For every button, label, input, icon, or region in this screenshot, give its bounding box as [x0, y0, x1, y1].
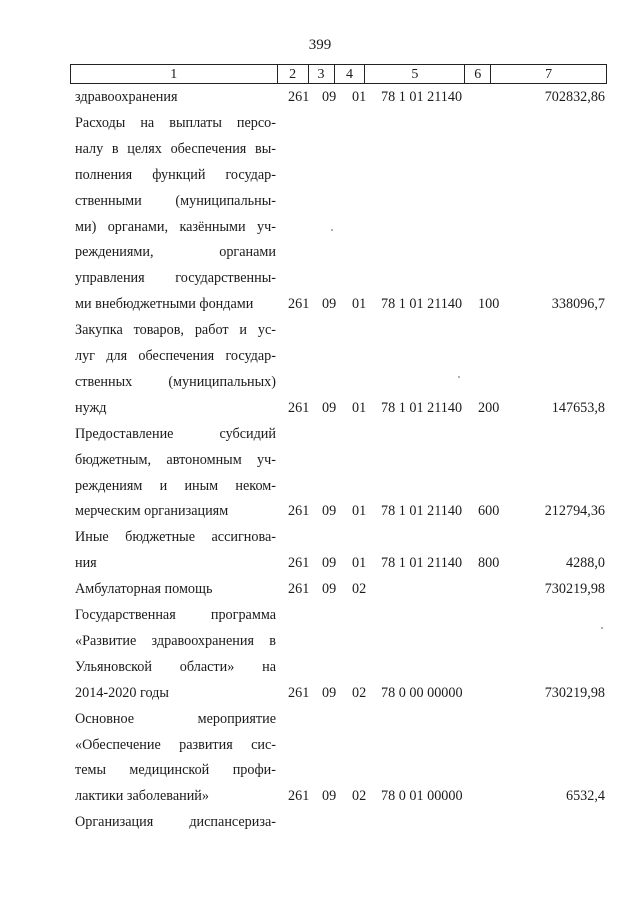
table-row — [0, 265, 640, 291]
row-description: мерческим организациям — [75, 503, 229, 520]
row-description: «Развитие здравоохранения в — [75, 632, 276, 649]
row-description: управления государственны- — [75, 270, 276, 287]
cell-col-5: 78 1 01 21140 — [381, 399, 463, 416]
table-row — [0, 395, 640, 421]
row-description: ми) органами, казёнными уч- — [75, 218, 276, 235]
table-row — [0, 783, 640, 809]
cell-col-7: 730219,98 — [544, 581, 605, 598]
cell-col-4: 01 — [352, 399, 367, 416]
cell-col-5: 78 1 01 21140 — [381, 503, 463, 520]
cell-col-7: 212794,36 — [544, 503, 605, 520]
table-row — [0, 317, 640, 343]
cell-col-7: 4288,0 — [565, 555, 605, 572]
cell-col-6: 800 — [478, 555, 500, 572]
table-row — [0, 732, 640, 758]
table-row — [0, 447, 640, 473]
cell-col-4: 01 — [352, 89, 367, 105]
table-row — [0, 214, 640, 240]
table-row — [0, 576, 640, 602]
cell-col-6: 200 — [478, 399, 500, 416]
cell-col-4: 01 — [352, 296, 367, 313]
page-number: 399 — [308, 37, 332, 53]
cell-col-4: 01 — [352, 503, 367, 520]
table-row — [0, 291, 640, 317]
cell-col-3: 09 — [322, 555, 337, 572]
cell-col-7: 6532,4 — [565, 788, 605, 805]
cell-col-5: 78 0 00 00000 — [381, 684, 463, 701]
cell-col-2: 261 — [288, 555, 310, 572]
cell-col-6: 100 — [478, 296, 500, 313]
row-description: Закупка товаров, работ и ус- — [75, 322, 276, 339]
cell-col-3: 09 — [322, 503, 337, 520]
row-description: Государственная программа — [75, 607, 276, 623]
table-row — [0, 84, 640, 110]
row-description: ственными (муниципальны- — [75, 192, 276, 209]
cell-col-6: 600 — [478, 503, 500, 520]
table-row — [0, 524, 640, 550]
scan-speck — [601, 627, 603, 629]
cell-col-7: 730219,98 — [544, 684, 605, 701]
row-description: Расходы на выплаты персо- — [75, 114, 276, 131]
cell-col-2: 261 — [288, 581, 310, 598]
scan-speck — [458, 376, 460, 378]
cell-col-2: 261 — [288, 89, 310, 105]
cell-col-4: 01 — [352, 555, 367, 572]
cell-col-3: 09 — [322, 399, 337, 416]
row-description: Ульяновской области» на — [75, 658, 276, 675]
header-col-5: 5 — [365, 65, 465, 83]
table-row — [0, 421, 640, 447]
row-description: луг для обеспечения государ- — [75, 348, 276, 364]
cell-col-3: 09 — [322, 89, 337, 105]
row-description: ния — [75, 555, 97, 572]
cell-col-2: 261 — [288, 296, 310, 313]
table-row — [0, 110, 640, 136]
row-description: Иные бюджетные ассигнова- — [75, 529, 276, 546]
table-row — [0, 680, 640, 706]
table-row — [0, 239, 640, 265]
row-description: нужд — [75, 399, 107, 416]
cell-col-5: 78 1 01 21140 — [381, 296, 463, 313]
row-description: ми внебюджетными фондами — [75, 296, 254, 313]
header-col-4: 4 — [335, 65, 366, 83]
table-row — [0, 628, 640, 654]
table-row — [0, 809, 640, 835]
row-description: 2014-2020 годы — [75, 684, 169, 701]
cell-col-7: 702832,86 — [544, 89, 605, 105]
cell-col-4: 02 — [352, 788, 367, 805]
cell-col-2: 261 — [288, 503, 310, 520]
table-row — [0, 498, 640, 524]
table-row — [0, 602, 640, 628]
table-row — [0, 473, 640, 499]
table-header — [70, 64, 607, 84]
row-description: «Обеспечение развития сис- — [75, 736, 276, 753]
row-description: лактики заболеваний» — [75, 788, 209, 805]
header-col-7: 7 — [491, 65, 607, 83]
cell-col-4: 02 — [352, 684, 367, 701]
cell-col-5: 78 1 01 21140 — [381, 89, 463, 105]
row-description: налу в целях обеспечения вы- — [75, 140, 276, 157]
row-description: реждениям и иным неком- — [75, 477, 276, 494]
header-col-2: 2 — [278, 65, 309, 83]
table-row — [0, 757, 640, 783]
row-description: реждениями, органами — [75, 244, 276, 261]
cell-col-3: 09 — [322, 296, 337, 313]
header-col-1: 1 — [71, 65, 278, 83]
header-col-6: 6 — [465, 65, 491, 83]
row-description: ственных (муниципальных) — [75, 373, 276, 390]
table-row — [0, 136, 640, 162]
cell-col-4: 02 — [352, 581, 367, 598]
cell-col-2: 261 — [288, 399, 310, 416]
header-col-3: 3 — [309, 65, 335, 83]
cell-col-3: 09 — [322, 581, 337, 598]
cell-col-2: 261 — [288, 788, 310, 805]
row-description: бюджетным, автономным уч- — [75, 451, 276, 468]
scan-speck — [331, 229, 333, 231]
cell-col-5: 78 1 01 21140 — [381, 555, 463, 572]
row-description: Основное мероприятие — [75, 710, 276, 727]
row-description: Амбулаторная помощь — [75, 581, 213, 598]
table-row — [0, 550, 640, 576]
row-description: здравоохранения — [75, 89, 178, 105]
table-row — [0, 654, 640, 680]
table-row — [0, 706, 640, 732]
cell-col-3: 09 — [322, 788, 337, 805]
cell-col-7: 338096,7 — [551, 296, 605, 313]
cell-col-2: 261 — [288, 684, 310, 701]
table-row — [0, 162, 640, 188]
row-description: Предоставление субсидий — [75, 425, 276, 442]
cell-col-7: 147653,8 — [551, 399, 605, 416]
row-description: темы медицинской профи- — [75, 762, 276, 779]
table-row — [0, 369, 640, 395]
row-description: Организация диспансериза- — [75, 814, 276, 831]
row-description: полнения функций государ- — [75, 166, 276, 183]
table-row — [0, 343, 640, 369]
table-row — [0, 188, 640, 214]
cell-col-3: 09 — [322, 684, 337, 701]
cell-col-5: 78 0 01 00000 — [381, 788, 463, 805]
